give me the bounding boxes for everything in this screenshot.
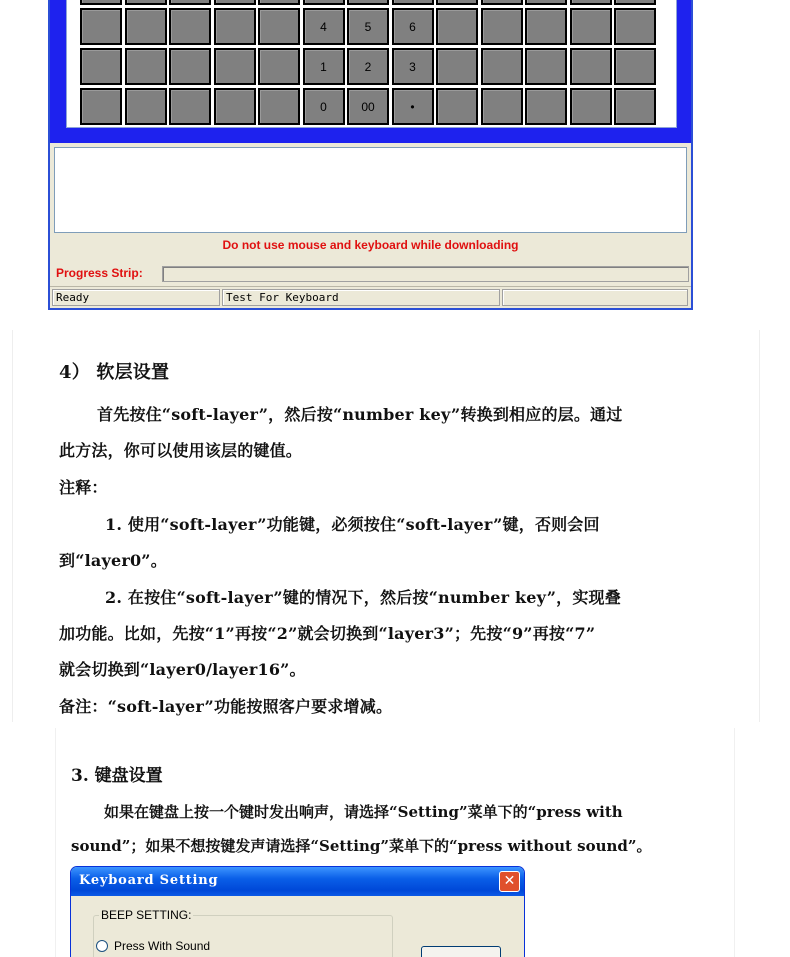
keyboard-key[interactable] bbox=[258, 88, 300, 125]
status-ready: Ready bbox=[52, 289, 220, 306]
keyboard-key[interactable] bbox=[258, 48, 300, 85]
keyboard-key[interactable] bbox=[570, 48, 612, 85]
note-label: 注释： bbox=[59, 478, 108, 497]
download-warning: Do not use mouse and keyboard while downloading bbox=[222, 238, 519, 252]
keyboard-key[interactable] bbox=[614, 48, 656, 85]
keyboard-frame bbox=[50, 0, 691, 143]
dialog-body bbox=[74, 896, 521, 957]
kb-paragraph-line: 如果在键盘上按一个键时发出响声，请选择“Setting”菜单下的“press with bbox=[104, 803, 623, 821]
remark-line: 备注：“soft-layer”功能按照客户要求增减。 bbox=[59, 697, 393, 716]
keyboard-key[interactable] bbox=[169, 48, 211, 85]
keyboard-key[interactable] bbox=[80, 0, 122, 5]
press-with-sound-label: Press With Sound bbox=[114, 939, 211, 953]
keyboard-key[interactable] bbox=[125, 88, 167, 125]
paragraph-line: 首先按住“soft-layer”，然后按“number key”转换到相应的层。通过 bbox=[97, 405, 623, 424]
keyboard-key[interactable] bbox=[258, 0, 300, 5]
keyboard-key[interactable] bbox=[481, 8, 523, 45]
keyboard-key[interactable]: 4 bbox=[303, 8, 345, 45]
keyboard-key[interactable] bbox=[525, 88, 567, 125]
keyboard-key[interactable] bbox=[481, 0, 523, 5]
keyboard-key[interactable] bbox=[80, 88, 122, 125]
keyboard-key[interactable] bbox=[214, 88, 256, 125]
keyboard-key[interactable] bbox=[614, 8, 656, 45]
app-window bbox=[48, 0, 693, 310]
keyboard-key[interactable] bbox=[614, 88, 656, 125]
radio-circle-icon[interactable] bbox=[96, 940, 108, 952]
keyboard-key[interactable] bbox=[525, 48, 567, 85]
beep-setting-label: BEEP SETTING: bbox=[101, 908, 192, 922]
keyboard-key[interactable]: 1 bbox=[303, 48, 345, 85]
keyboard-key[interactable]: 6 bbox=[392, 8, 434, 45]
keyboard-key[interactable] bbox=[169, 0, 211, 5]
status-bar bbox=[50, 286, 691, 308]
keyboard-key[interactable] bbox=[258, 8, 300, 45]
keyboard-key[interactable] bbox=[303, 0, 345, 5]
keyboard-key[interactable] bbox=[525, 0, 567, 5]
keyboard-key[interactable] bbox=[570, 0, 612, 5]
keyboard-key[interactable] bbox=[436, 8, 478, 45]
keypad-panel bbox=[66, 0, 677, 128]
keyboard-key[interactable] bbox=[80, 48, 122, 85]
keyboard-key[interactable] bbox=[570, 8, 612, 45]
keyboard-key[interactable]: 3 bbox=[392, 48, 434, 85]
keyboard-key[interactable]: 5 bbox=[347, 8, 389, 45]
note-2-line: 就会切换到“layer0/layer16”。 bbox=[59, 660, 306, 679]
keyboard-key[interactable] bbox=[80, 8, 122, 45]
keyboard-key[interactable]: 2 bbox=[347, 48, 389, 85]
dialog-title: Keyboard Setting bbox=[79, 873, 219, 888]
progress-label: Progress Strip: bbox=[56, 266, 143, 280]
keyboard-key[interactable] bbox=[436, 0, 478, 5]
keyboard-key[interactable] bbox=[481, 88, 523, 125]
keyboard-key[interactable] bbox=[125, 48, 167, 85]
kb-section-heading: 3. 键盘设置 bbox=[71, 766, 163, 786]
note-2-line: 加功能。比如，先按“1”再按“2”就会切换到“layer3”；先按“9”再按“7” bbox=[59, 624, 596, 643]
keyboard-key[interactable] bbox=[570, 88, 612, 125]
keyboard-key[interactable] bbox=[169, 8, 211, 45]
keyboard-key[interactable] bbox=[392, 0, 434, 5]
note-1-line: 到“layer0”。 bbox=[59, 551, 167, 570]
log-text-area[interactable] bbox=[54, 147, 687, 233]
keyboard-key[interactable] bbox=[436, 48, 478, 85]
status-mode: Test For Keyboard bbox=[222, 289, 500, 306]
dialog-button[interactable] bbox=[421, 946, 501, 957]
keyboard-key[interactable] bbox=[125, 0, 167, 5]
keyboard-setting-dialog bbox=[70, 866, 525, 957]
keyboard-key[interactable] bbox=[214, 48, 256, 85]
keyboard-key[interactable] bbox=[525, 8, 567, 45]
press-with-sound-radio[interactable] bbox=[96, 939, 210, 953]
keyboard-key[interactable] bbox=[214, 8, 256, 45]
keyboard-key[interactable] bbox=[169, 88, 211, 125]
close-icon[interactable]: ✕ bbox=[499, 871, 520, 892]
note-1-line: 1. 使用“soft-layer”功能键，必须按住“soft-layer”键，否则会回 bbox=[105, 515, 600, 534]
keyboard-key[interactable] bbox=[436, 88, 478, 125]
section-heading: 4） 软层设置 bbox=[59, 362, 170, 383]
kb-paragraph-line: sound”；如果不想按键发声请选择“Setting”菜单下的“press without sound”。 bbox=[71, 837, 652, 855]
keyboard-key[interactable] bbox=[481, 48, 523, 85]
keyboard-key[interactable]: 00 bbox=[347, 88, 389, 125]
progress-strip bbox=[162, 266, 689, 282]
paragraph-line: 此方法，你可以使用该层的键值。 bbox=[59, 441, 303, 460]
keyboard-key[interactable]: 0 bbox=[303, 88, 345, 125]
keyboard-key[interactable]: • bbox=[392, 88, 434, 125]
status-extra bbox=[502, 289, 688, 306]
keyboard-key[interactable] bbox=[125, 8, 167, 45]
note-2-line: 2. 在按住“soft-layer”键的情况下，然后按“number key”，实现叠 bbox=[105, 588, 621, 607]
keyboard-key[interactable] bbox=[347, 0, 389, 5]
keyboard-key[interactable] bbox=[614, 0, 656, 5]
keyboard-key[interactable] bbox=[214, 0, 256, 5]
soft-layer-section bbox=[12, 330, 760, 722]
dialog-titlebar[interactable] bbox=[71, 867, 524, 896]
